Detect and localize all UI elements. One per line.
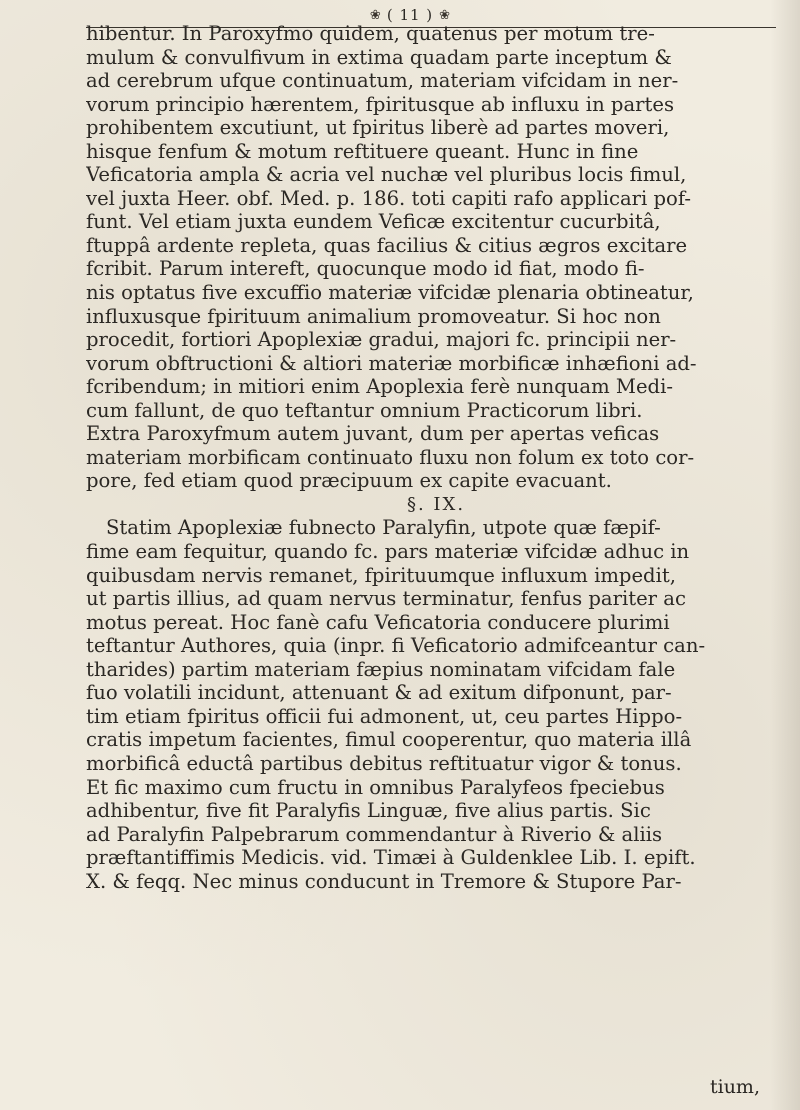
text-line: ut partis illius, ad quam nervus terminatur, fenfus pariter ac bbox=[86, 587, 686, 611]
text-line: Et fic maximo cum fructu in omnibus Paralyfeos fpeciebus bbox=[86, 775, 665, 799]
text-line: funt. Vel etiam juxta eundem Veficæ excitentur cucurbitâ, bbox=[86, 210, 661, 234]
text-line: fcribendum; in mitiori enim Apoplexia ferè nunquam Medi- bbox=[86, 375, 673, 399]
text-line: tharides) partim materiam fæpius nominatam vifcidam fale bbox=[86, 657, 676, 681]
text-line: prohibentem excutiunt, ut fpiritus liberè ad partes moveri, bbox=[86, 116, 670, 140]
text-line: influxusque fpirituum animalium promoveatur. Si hoc non bbox=[86, 304, 661, 328]
text-line: quibusdam nervis remanet, fpirituumque influxum impedit, bbox=[86, 563, 676, 587]
text-line: nis optatus five excuffio materiæ vifcidæ plenaria obtineatur, bbox=[86, 281, 694, 305]
text-line: cratis impetum facientes, fimul cooperentur, quo materia illâ bbox=[86, 728, 692, 752]
text-line: hisque fenfum & motum reftituere queant. Hunc in fine bbox=[86, 139, 639, 163]
text-line: mulum & convulfivum in extima quadam parte inceptum & bbox=[86, 45, 672, 69]
text-line: fime eam fequitur, quando fc. pars materiæ vifcidæ adhuc in bbox=[86, 540, 690, 564]
text-line: Statim Apoplexiæ fubnecto Paralyfin, utpote quæ fæpif- bbox=[106, 516, 661, 540]
ornament-left-icon: ❀ bbox=[369, 7, 381, 23]
text-line: cum fallunt, de quo teftantur omnium Practicorum libri. bbox=[86, 398, 643, 422]
text-line: vel juxta Heer. obf. Med. p. 186. toti capiti rafo applicari pof- bbox=[86, 186, 692, 210]
text-line: ftuppâ ardente repleta, quas facilius & citius ægros excitare bbox=[86, 233, 688, 257]
text-line: procedit, fortiori Apoplexiæ gradui, majori fc. principii ner- bbox=[86, 328, 677, 352]
text-line: vorum principio hærentem, fpiritusque ab influxu in partes bbox=[86, 92, 675, 116]
text-line: fcribit. Parum intereft, quocunque modo id fiat, modo fi- bbox=[86, 257, 645, 281]
text-line: Veficatoria ampla & acria vel nuchæ vel pluribus locis fimul, bbox=[86, 163, 687, 187]
text-line: adhibentur, five fit Paralyfis Linguæ, five alius partis. Sic bbox=[86, 799, 651, 823]
text-line: hibentur. In Paroxyfmo quidem, quatenus per motum tre- bbox=[86, 22, 655, 45]
catchword: tium, bbox=[709, 1076, 760, 1098]
ornament-right-icon: ❀ bbox=[439, 7, 451, 23]
text-line: Extra Paroxyfmum autem juvant, dum per apertas veficas bbox=[86, 422, 660, 446]
text-line: præftantiffimis Medicis. vid. Timæi à Guldenklee Lib. I. epift. bbox=[86, 846, 696, 870]
text-line: ad Paralyfin Palpebrarum commendantur à Riverio & aliis bbox=[86, 822, 663, 846]
page-fold-shadow bbox=[770, 0, 800, 1110]
text-line: X. & feqq. Nec minus conducunt in Tremore & Stupore Par- bbox=[86, 869, 682, 893]
text-line: vorum obftructioni & altiori materiæ morbificæ inhæfioni ad- bbox=[86, 351, 697, 375]
section-heading: §. IX. bbox=[406, 493, 466, 515]
body-text bbox=[86, 22, 786, 893]
page-number: ( 11 ) bbox=[386, 6, 434, 24]
text-line: motus pereat. Hoc fanè cafu Veficatoria conducere plurimi bbox=[86, 610, 670, 634]
text-line: ad cerebrum ufque continuatum, materiam vifcidam in ner- bbox=[86, 69, 679, 93]
text-line: materiam morbificam continuato fluxu non folum ex toto cor- bbox=[86, 445, 695, 469]
text-line: teftantur Authores, quia (inpr. fi Veficatorio admifceantur can- bbox=[86, 634, 706, 658]
text-line: pore, fed etiam quod præcipuum ex capite evacuant. bbox=[86, 469, 612, 493]
text-line: tim etiam fpiritus officii fui admonent, ut, ceu partes Hippo- bbox=[86, 704, 683, 728]
text-line: morbificâ eductâ partibus debitus reftituatur vigor & tonus. bbox=[86, 751, 682, 775]
text-line: fuo volatili incidunt, attenuant & ad exitum difponunt, par- bbox=[86, 681, 672, 705]
